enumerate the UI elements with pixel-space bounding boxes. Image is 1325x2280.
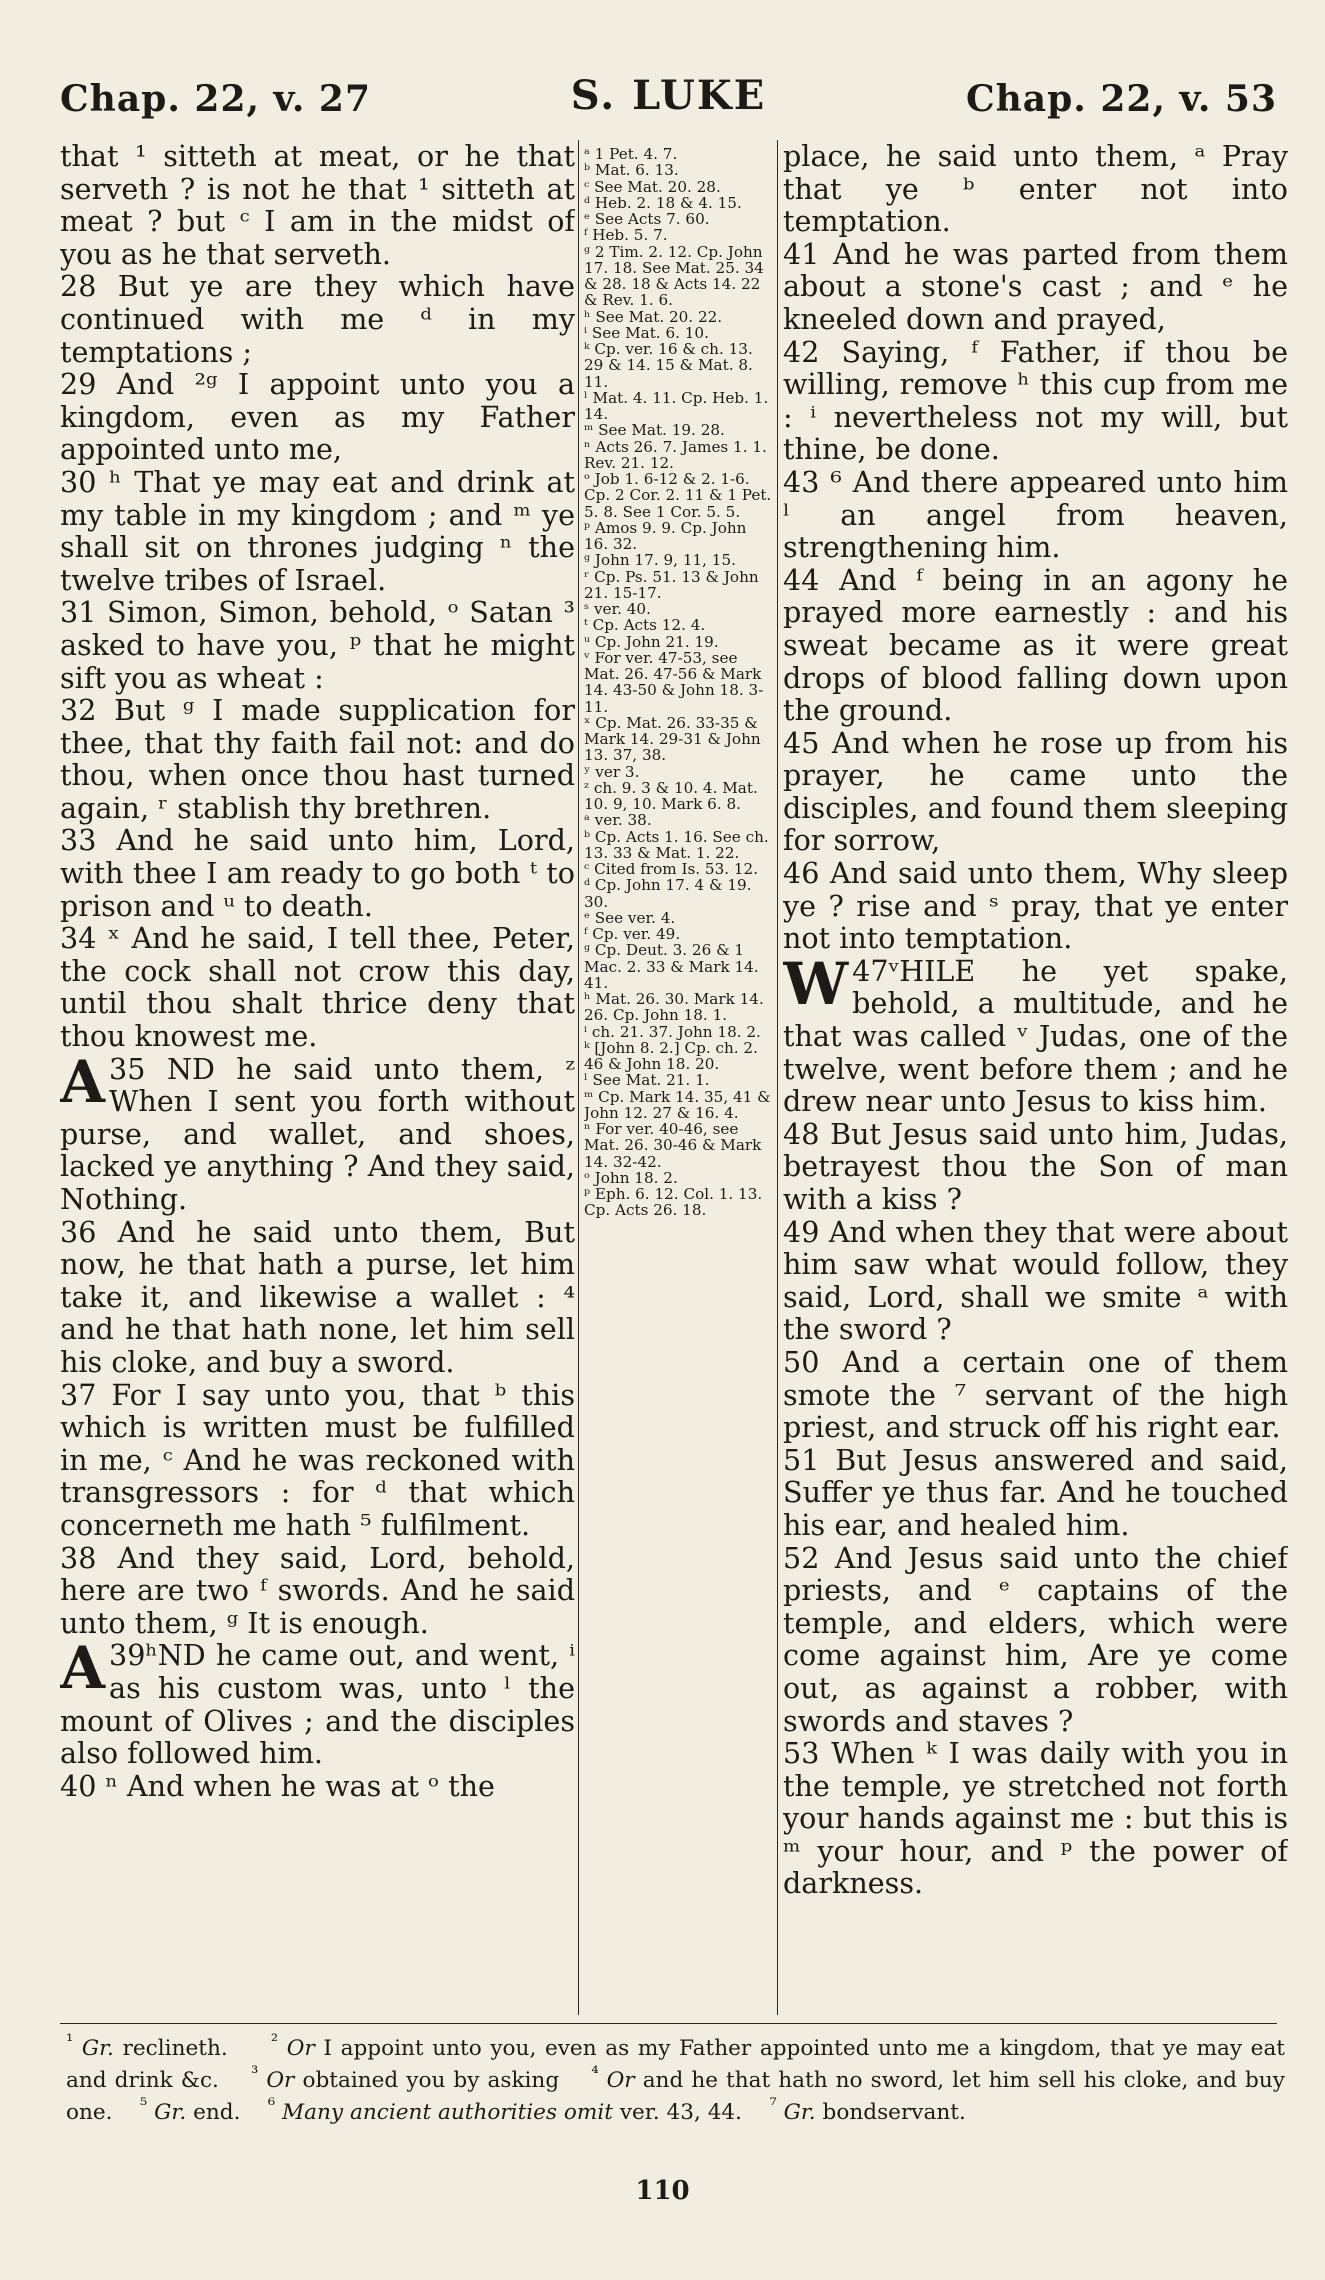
verse-paragraph: 44 And ᶠ being in an agony he prayed more earnestly : and his sweat became as it were great drops of blood falling down upon the ground. <box>783 562 1288 728</box>
verse-paragraph: 49 And when they that were about him saw what would follow, they said, Lord, shall we smite ᵃ with the sword ? <box>783 1214 1288 1347</box>
verse-number: 35 <box>109 1051 146 1086</box>
verse-paragraph: 30 ʰ That ye may eat and drink at my table in my kingdom ; and ᵐ ye shall sit on thrones judging ⁿ the twelve tribes of Israel. <box>60 464 575 597</box>
verse-paragraph-dropcap <box>783 949 1288 1119</box>
column-divider-left <box>578 140 579 2015</box>
verse-paragraph: 34 ˣ And he said, I tell thee, Peter, the cock shall not crow this day, until thou shalt thrice deny that thou knowest me. <box>60 921 575 1054</box>
cross-reference: ˡ Mat. 4. 11. Cp. Heb. 1. 14. <box>584 388 769 423</box>
cross-reference: ᶜ Cited from Is. 53. 12. <box>584 860 759 878</box>
cross-reference: ᵉ See Acts 7. 60. <box>584 210 710 228</box>
verse-paragraph: 43 ⁶ And there appeared unto him ˡ an angel from heaven, strengthening him. <box>783 464 1288 565</box>
verse-paragraph: 42 Saying, ᶠ Father, if thou be willing, remove ʰ this cup from me : ⁱ nevertheless not my will, but thine, be done. <box>783 334 1288 467</box>
column-divider-right <box>777 140 778 2015</box>
cross-reference: ʰ See Mat. 20. 22. <box>584 307 723 326</box>
cross-reference: ᵃ 1 Pet. 4. 7. <box>584 146 678 163</box>
cross-reference: ᵖ Eph. 6. 12. Col. 1. 13. Cp. Acts 26. 18. <box>584 1185 763 1220</box>
left-text-column <box>60 140 575 2015</box>
verse-paragraph: 52 And Jesus said unto the chief priests, and ᵉ captains of the temple, and elders, which were come against him, Are ye come out, as against a robber, with swords and staves ? <box>783 1540 1288 1738</box>
drop-cap-letter: W <box>783 949 849 1018</box>
footnote-7: $^{^7}$ Gr. bondservant. <box>769 2094 966 2125</box>
verse-paragraph: 29 And ²ᵍ I appoint unto you a kingdom, even as my Father appointed unto me, <box>60 367 575 467</box>
cross-reference: ᵃ ver. 38. <box>584 811 652 830</box>
verse-paragraph-dropcap <box>60 1047 575 1216</box>
verse-paragraph: 50 And a certain one of them smote the ⁷ servant of the high priest, and struck off his right ear. <box>783 1344 1288 1445</box>
cross-reference: ᵛ For ver. 47-53, see Mat. 26. 47-56 & Mark 14. 43-50 & John 18. 3-11. <box>584 648 764 716</box>
verse-paragraph: 36 And he said unto them, But now, he that hath a purse, let him take it, and likewise a wallet : ⁴ and he that hath none, let him sell his cloke, and buy a sword. <box>60 1214 575 1379</box>
cross-reference: ˢ ver. 40. <box>584 600 651 618</box>
verse-paragraph: 40 ⁿ And when he was at ᵒ the <box>60 1768 495 1803</box>
verse-paragraph: 32 But ᵍ I made supplication for thee, that thy faith fail not: and do thou, when once thou hast turned again, ʳ stablish thy brethren. <box>60 693 575 825</box>
cross-reference: ᵇ Cp. Acts 1. 16. See ch. 13. 33 & Mat. 1. 22. <box>584 827 769 862</box>
footnote-4: $^{^4}$ Or and he that hath no sword, let him sell his cloke, and buy one. <box>66 2062 1285 2125</box>
cross-reference: ᵐ See Mat. 19. 28. <box>584 421 725 440</box>
page-number: 110 <box>635 2176 690 2206</box>
verse-number: 39ʰ <box>109 1638 158 1673</box>
cross-reference: ᶠ Cp. ver. 49. <box>584 925 681 943</box>
footnote-3: $^{^3}$ Or obtained you by asking <box>251 2062 560 2093</box>
cross-reference: ᵒ Job 1. 6-12 & 2. 1-6. Cp. 2 Cor. 2. 11 & 1 Pet. 5. 8. See 1 Cor. 5. 5. <box>584 470 772 521</box>
cross-reference: ᵏ [John 8. 2.] Cp. ch. 2. 46 & John 18. 20. <box>584 1038 758 1073</box>
cross-reference: ᵍ Cp. Deut. 3. 26 & 1 Mac. 2. 33 & Mark 14. 41. <box>584 941 759 992</box>
verse-paragraph: 31 Simon, Simon, behold, ᵒ Satan ³ asked to have you, ᵖ that he might sift you as wheat : <box>60 595 575 695</box>
cross-reference: ˡ See Mat. 21. 1. <box>584 1071 710 1090</box>
verse-paragraph: 51 But Jesus answered and said, Suffer ye thus far. And he touched his ear, and healed him. <box>783 1442 1288 1542</box>
cross-reference: ⁱ ch. 21. 37. John 18. 2. <box>584 1022 761 1041</box>
cross-reference: ʸ ver 3. <box>584 762 640 781</box>
verse-paragraph-dropcap <box>60 1634 575 1771</box>
cross-reference: ⁱ See Mat. 6. 10. <box>584 323 709 342</box>
cross-reference: ⁿ Acts 26. 7. James 1. 1. Rev. 21. 12. <box>584 437 767 472</box>
verse-paragraph: 33 And he said unto him, Lord, with thee I am ready to go both ᵗ to prison and ᵘ to death. <box>60 823 575 923</box>
cross-reference: ᵐ Cp. Mark 14. 35, 41 & John 12. 27 & 16. 4. <box>584 1087 771 1122</box>
verse-paragraph: 28 But ye are they which have continued with me ᵈ in my temptations ; <box>60 269 575 369</box>
verse-paragraph: place, he said unto them, ᵃ Pray that ye ᵇ enter not into temptation. <box>783 140 1288 239</box>
cross-reference: ᶠ Heb. 5. 7. <box>584 226 668 245</box>
cross-reference: ᵉ See ver. 4. <box>584 908 676 927</box>
cross-reference: ᵗ Cp. Acts 12. 4. <box>584 616 706 635</box>
cross-reference: ᵇ Mat. 6. 13. <box>584 161 679 180</box>
verse-paragraph: 37 For I say unto you, that ᵇ this which is written must be fulfilled in me, ᶜ And he was reckoned with transgressors : for ᵈ that which concerneth me hath ⁵ fulfilment. <box>60 1377 575 1542</box>
cross-reference: ʰ Mat. 26. 30. Mark 14. 26. Cp. John 18. 1. <box>584 990 764 1025</box>
cross-reference-column <box>584 146 774 2016</box>
drop-cap-letter: A <box>60 1047 106 1116</box>
header-book-title: S. LUKE <box>570 72 767 119</box>
cross-reference: ʳ Cp. Ps. 51. 13 & John 21. 15-17. <box>584 567 759 602</box>
cross-reference: ᵘ Cp. John 21. 19. <box>584 632 719 651</box>
verse-paragraph: 45 And when he rose up from his prayer, he came unto the disciples, and found them sleeping for sorrow, <box>783 725 1288 858</box>
drop-cap-letter: A <box>60 1634 106 1703</box>
verse-text: HILE he yet spake, behold, a multitude, and he that was called ᵛ Judas, one of the twelve, went before them ; and he drew near unto Jesus to kiss him. <box>783 953 1288 1119</box>
footnote-6: $^{^6}$ Many ancient authorities omit ver. 43, 44. <box>267 2094 743 2125</box>
verse-paragraph: 46 And said unto them, Why sleep ye ? rise and ˢ pray, that ye enter not into temptation. <box>783 856 1288 956</box>
footnote-1: $^{^1}$ Gr. reclineth. <box>66 2031 228 2062</box>
cross-reference: ᵏ Cp. ver. 16 & ch. 13. 29 & 14. 15 & Mat. 8. 11. <box>584 340 753 391</box>
verse-text: ND he came out, and went, ⁱ as his custom was, unto ˡ the mount of Olives ; and the disciples also followed him. <box>60 1638 575 1771</box>
footnote-2: $^{^2}$ Or I appoint unto you, even as my Father appointed unto me a kingdom, that ye may eat and drink &c. <box>66 2031 1285 2093</box>
verse-number: 47ᵛ <box>852 953 900 988</box>
footnote-5: $^{^5}$ Gr. end. <box>140 2094 241 2125</box>
cross-reference: ᵍ John 17. 9, 11, 15. <box>584 551 736 570</box>
cross-reference: ᶻ ch. 9. 3 & 10. 4. Mat. 10. 9, 10. Mark 6. 8. <box>584 778 758 813</box>
cross-reference: ᵈ Cp. John 17. 4 & 19. 30. <box>584 876 752 911</box>
cross-reference: ⁿ For ver. 40-46, see Mat. 26. 30-46 & Mark 14. 32-42. <box>584 1120 762 1171</box>
footnotes <box>66 2030 1285 2125</box>
cross-reference: ᵍ 2 Tim. 2. 12. Cp. John 17. 18. See Mat. 25. 34 & 28. 18 & Acts 14. 22 & Rev. 1. 6. <box>584 242 764 310</box>
header-left-chapter-verse: Chap. 22, v. 27 <box>60 78 372 120</box>
verse-paragraph: 41 And he was parted from them about a stone's cast ; and ᵉ he kneeled down and prayed, <box>783 236 1288 336</box>
running-header <box>60 72 1277 132</box>
cross-reference: ᵖ Amos 9. 9. Cp. John 16. 32. <box>584 518 747 553</box>
cross-reference: ᶜ See Mat. 20. 28. <box>584 177 721 196</box>
header-right-chapter-verse: Chap. 22, v. 53 <box>965 78 1277 120</box>
cross-reference: ˣ Cp. Mat. 26. 33-35 & Mark 14. 29-31 & John 13. 37, 38. <box>584 713 761 765</box>
verse-text: ND he said unto them, ᶻ When I sent you forth without purse, and wallet, and shoes, lacked ye anything ? And they said, Nothing. <box>60 1051 575 1216</box>
right-text-column <box>783 140 1288 2015</box>
cross-reference: ᵈ Heb. 2. 18 & 4. 15. <box>584 193 742 212</box>
cross-reference: ᵒ John 18. 2. <box>584 1168 678 1187</box>
verse-paragraph: 38 And they said, Lord, behold, here are two ᶠ swords. And he said unto them, ᵍ It is enough. <box>60 1540 575 1640</box>
footnote-rule <box>60 2023 1277 2024</box>
verse-paragraph: that ¹ sitteth at meat, or he that serveth ? is not he that ¹ sitteth at meat ? but ᶜ I am in the midst of you as he that serveth. <box>60 140 575 271</box>
footnote-text <box>66 2030 1285 2125</box>
verse-paragraph: 48 But Jesus said unto him, Judas, betrayest thou the Son of man with a kiss ? <box>783 1116 1288 1216</box>
verse-paragraph: 53 When ᵏ I was daily with you in the temple, ye stretched not forth your hands against me : but this is ᵐ your hour, and ᵖ the power of darkness. <box>783 1736 1288 1901</box>
